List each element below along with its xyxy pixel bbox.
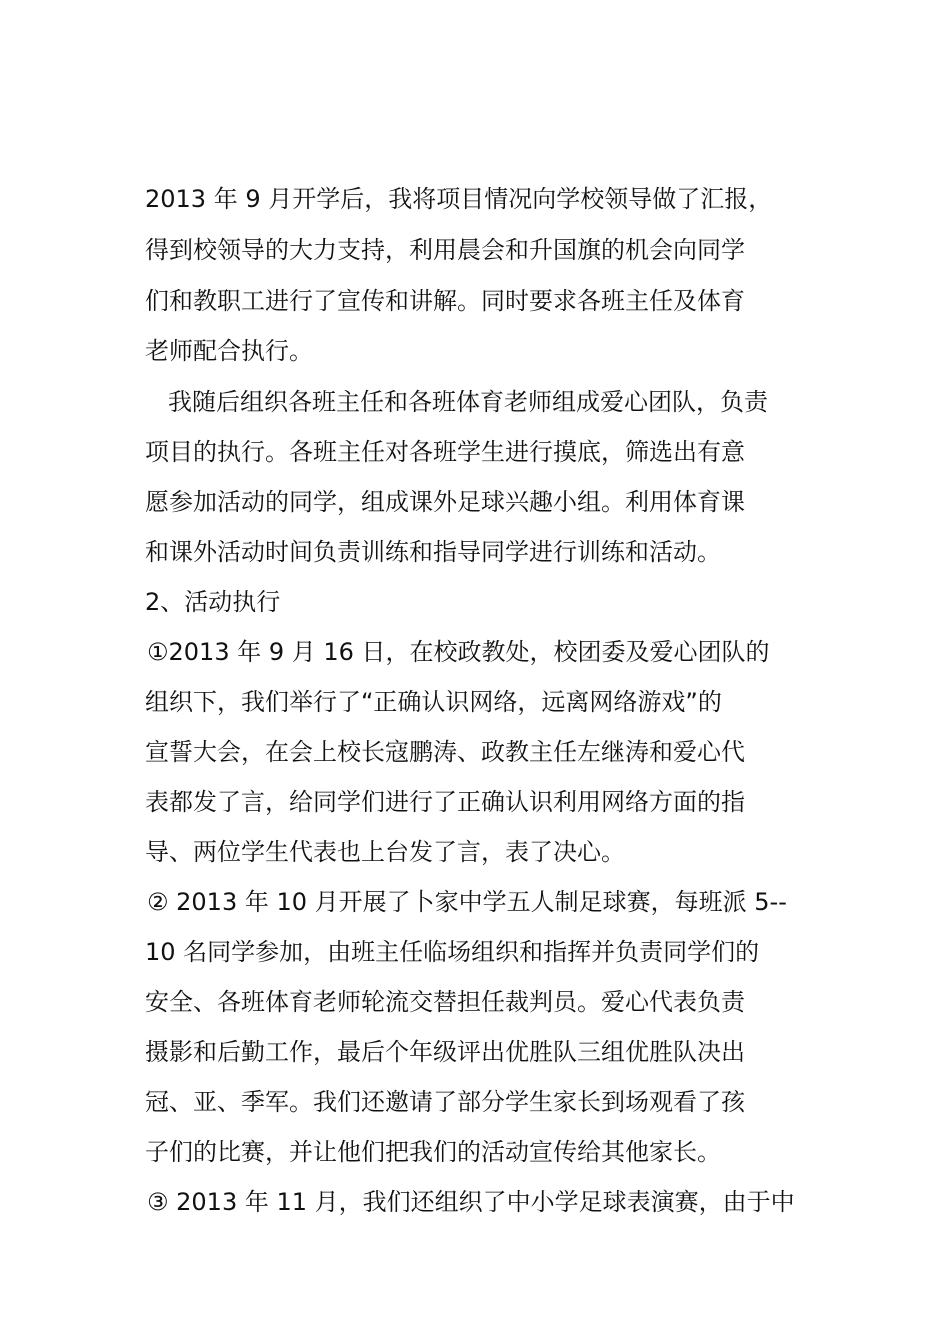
paragraph-line: 愿参加活动的同学，组成课外足球兴趣小组。利用体育课	[145, 488, 745, 516]
paragraph-line: 组织下，我们举行了“正确认识网络，远离网络游戏”的	[145, 688, 722, 716]
paragraph-line: 得到校领导的大力支持，利用晨会和升国旗的机会向同学	[145, 236, 745, 264]
paragraph-line: 和课外活动时间负责训练和指导同学进行训练和活动。	[145, 538, 721, 566]
list-item-line: ② 2013 年 10 月开展了卜家中学五人制足球赛，每班派 5--	[147, 888, 787, 916]
list-item-line: ③ 2013 年 11 月，我们还组织了中小学足球表演赛，由于中	[147, 1188, 795, 1216]
list-item-line: ①2013 年 9 月 16 日，在校政教处，校团委及爱心团队的	[147, 638, 770, 666]
paragraph-line: 项目的执行。各班主任对各班学生进行摸底，筛选出有意	[145, 438, 745, 466]
paragraph-line: 子们的比赛，并让他们把我们的活动宣传给其他家长。	[145, 1138, 721, 1166]
paragraph-line: 10 名同学参加，由班主任临场组织和指挥并负责同学们的	[145, 938, 760, 966]
paragraph-line: 冠、亚、季军。我们还邀请了部分学生家长到场观看了孩	[145, 1088, 745, 1116]
paragraph-line: 宣誓大会，在会上校长寇鹏涛、政教主任左继涛和爱心代	[145, 738, 745, 766]
paragraph-line: 我随后组织各班主任和各班体育老师组成爱心团队，负责	[168, 388, 768, 416]
paragraph-line: 安全、各班体育老师轮流交替担任裁判员。爱心代表负责	[145, 988, 745, 1016]
paragraph-line: 摄影和后勤工作，最后个年级评出优胜队三组优胜队决出	[145, 1038, 745, 1066]
paragraph-line: 2013 年 9 月开学后，我将项目情况向学校领导做了汇报，	[145, 185, 773, 213]
paragraph-line: 们和教职工进行了宣传和讲解。同时要求各班主任及体育	[145, 287, 745, 315]
paragraph-line: 导、两位学生代表也上台发了言，表了决心。	[145, 838, 625, 866]
paragraph-line: 表都发了言，给同学们进行了正确认识利用网络方面的指	[145, 788, 745, 816]
section-heading: 2、活动执行	[145, 588, 281, 616]
paragraph-line: 老师配合执行。	[145, 337, 313, 365]
